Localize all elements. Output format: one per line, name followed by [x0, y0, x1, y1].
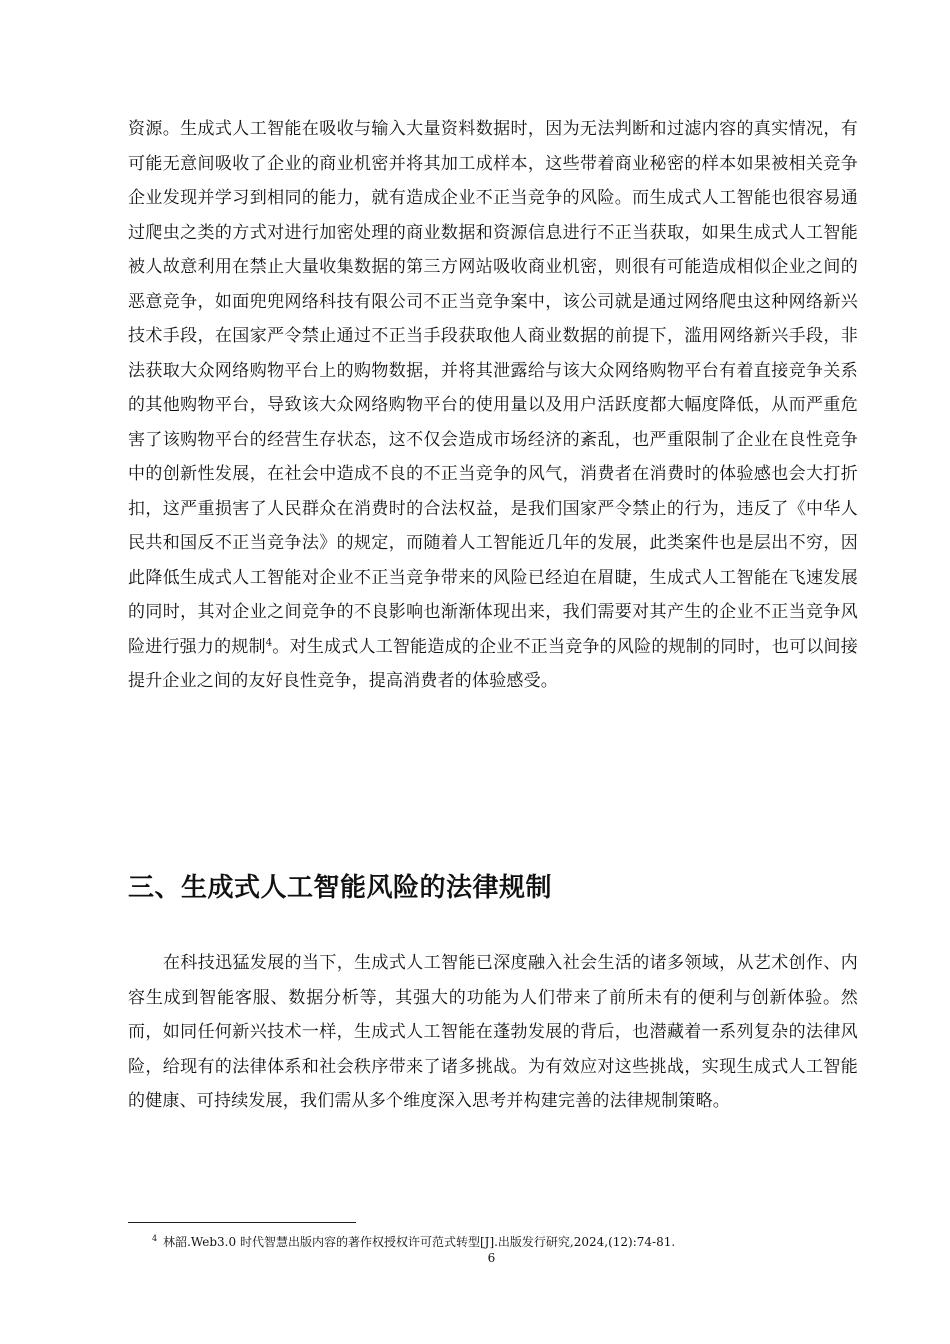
footnote: [152, 1234, 675, 1250]
footnote-number: 4: [152, 1234, 158, 1243]
footnote-text: 林韶.Web3.0 时代智慧出版内容的著作权授权许可范式转型[J].出版发行研究,2024,(12):74-81.: [163, 1235, 676, 1249]
page-number: 6: [487, 1251, 496, 1265]
body-paragraph: 在科技迅猛发展的当下，生成式人工智能已深度融入社会生活的诸多领域，从艺术创作、内容生成到智能客服、数据分析等，其强大的功能为人们带来了前所未有的便利与创新体验。然而，如同任何新兴技术一样，生成式人工智能在蓬勃发展的背后，也潜藏着一系列复杂的法律风险，给现有的法律体系和社会秩序带来了诸多挑战。为有效应对这些挑战，实现生成式人工智能的健康、可持续发展，我们需从多个维度深入思考并构建完善的法律规制策略。: [128, 953, 858, 1111]
footnote-separator: [128, 1222, 356, 1223]
paragraph-text-continued: 。对生成式人工智能造成的企业不正当竞争的风险的规制的同时，也可以间接提升企业之间的友好良性竞争，提高消费者的体验感受。: [128, 636, 858, 691]
paragraph-text: 资源。生成式人工智能在吸收与输入大量资料数据时，因为无法判断和过滤内容的真实情况，有可能无意间吸收了企业的商业机密并将其加工成样本，这些带着商业秘密的样本如果被相关竞争企业发现并学习到相同的能力，就有造成企业不正当竞争的风险。而生成式人工智能也很容易通过爬虫之类的方式对进行加密处理的商业数据和资源信息进行不正当获取，如果生成式人工智能被人故意利用在禁止大量收集数据的第三方网站吸收商业机密，则很有可能造成相似企业之间的恶意竞争，如面兜兜网络科技有限公司不正当竞争案中，该公司就是通过网络爬虫这种网络新兴技术手段，在国家严令禁止通过不正当手段获取他人商业数据的前提下，滥用网络新兴手段，非法获取大众网络购物平台上的购物数据，并将其泄露给与该大众网络购物平台有着直接竞争关系的其他购物平台，导致该大众网络购物平台的使用量以及用户活跃度都大幅度降低，从而严重危害了该购物平台的经营生存状态，这不仅会造成市场经济的紊乱，也严重限制了企业在良性竞争中的创新性发展，在社会中造成不良的不正当竞争的风气，消费者在消费时的体验感也会大打折扣，这严重损害了人民群众在消费时的合法权益，是我们国家严令禁止的行为，违反了《中华人民共和国反不正当竞争法》的规定，而随着人工智能近几年的发展，此类案件也是层出不穷，因此降低生成式人工智能对企业不正当竞争带来的风险已经迫在眉睫，生成式人工智能在飞速发展的同时，其对企业之间竞争的不良影响也渐渐体现出来，我们需要对其产生的企业不正当竞争风险进行强力的规制: [128, 119, 858, 657]
body-paragraph: [128, 112, 858, 699]
section-heading: 三、生成式人工智能风险的法律规制: [128, 873, 553, 903]
footnote-reference[interactable]: 4: [265, 636, 273, 648]
